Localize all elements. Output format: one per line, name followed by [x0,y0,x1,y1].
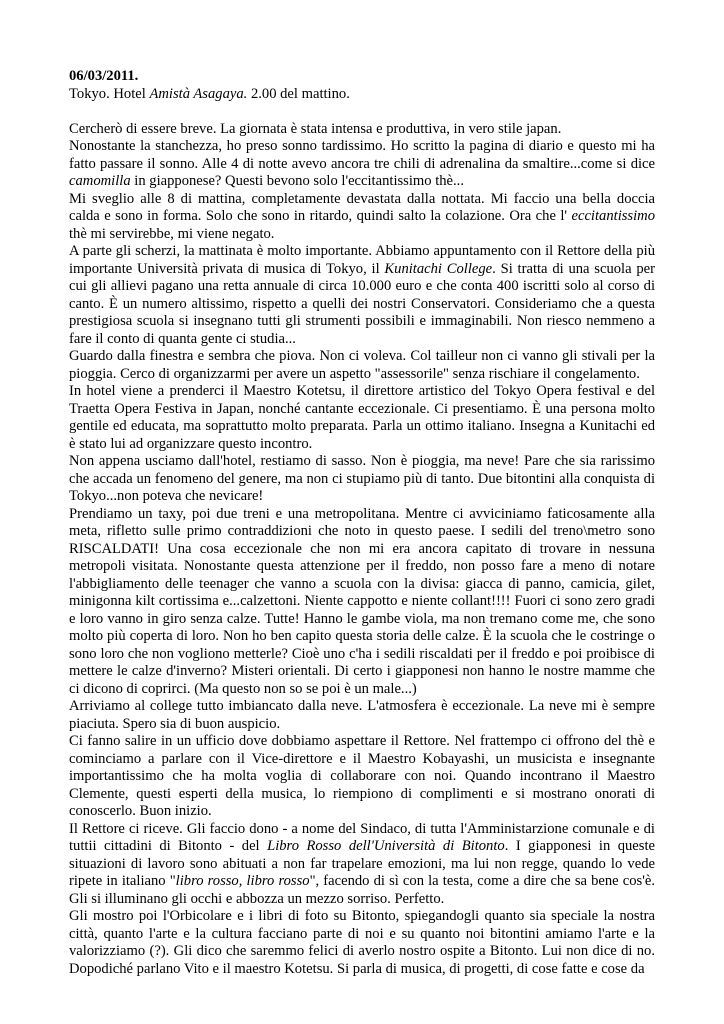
location-prefix: Tokyo. Hotel [69,85,150,102]
paragraph-12: Gli mostro poi l'Orbicolare e i libri di foto su Bitonto, spiegandogli quanto sia speciale la nostra città, quanto l'arte e la cultura facciano parte di noi e su quanto noi bitontini amiamo l'arte e la valorizziamo (?). Gli dico che saremmo felici di averlo nostro ospite a Bitonto. Lui non dice di no. Dopodiché parlano Vito e il maestro Kotetsu. Si parla di musica, di progetti, di cose fatte e cose da [69,908,655,977]
paragraph-5: Guardo dalla finestra e sembra che piova. Non ci voleva. Col tailleur non ci vanno gli stivali per la pioggia. Cerco di organizzarmi per avere un aspetto "assessorile" senza rischiare il congelamento. [69,348,655,382]
paragraph-3-italic: eccitantissimo [571,208,655,224]
entry-location [69,86,655,104]
paragraph-3-text-c: thè mi servirebbe, mi viene negato. [69,225,275,242]
paragraph-2-italic: camomilla [69,173,131,189]
paragraph-4-italic: Kunitachi College [384,260,493,277]
paragraph-3 [69,191,655,244]
paragraph-2-text-a: Nonostante la stanchezza, ho preso sonno tardissimo. Ho scritto la pagina di diario e questo mi ha fatto passare il sonno. Alle 4 di notte avevo ancora tre chili di adrenalina da smaltire...come si dice [69,138,655,172]
paragraph-4-text-a: A parte gli scherzi, la mattinata è molto importante. Abbiamo appuntamento con il Rettore della più importante Università privata di musica di Tokyo, il [69,243,655,277]
paragraph-10: Ci fanno salire in un ufficio dove dobbiamo aspettare il Rettore. Nel frattempo ci offrono del thè e cominciamo a parlare con il Vice-direttore e il Maestro Kobayashi, un musicista e insegnante importantissimo che ha molta voglia di collaborare con noi. Quando incontrano il Maestro Clemente, questi esperti della musica, lo riempiono di complimenti e si mostrano onorati di conoscerlo. Buon inizio. [69,733,655,819]
paragraph-2-text-c: in giapponese? Questi bevono solo l'eccitantissimo thè... [130,173,464,189]
paragraph-11-text-c: . I giapponesi in queste situazioni di lavoro sono abituati a non far trapelare emozioni, ma lui non regge, quando lo vede ripete in italiano " [69,838,655,889]
paragraph-11-text-e: ", facendo di sì con la testa, come a dire che sa bene cos'è. Gli si illuminano gli occhi e abbozza un mezzo sorriso. Perfetto. [69,873,655,907]
location-suffix: 2.00 del mattino. [247,85,350,102]
paragraph-4-text-c: . Si tratta di una scuola per cui gli allievi pagano una retta annuale di circa 10.000 euro e che conta 400 iscritti solo al corso di canto. È un numero altissimo, rispetto a quelli dei nostri Conservatori. Consideriamo che a questa prestigiosa scuola si insegnano tutti gli strumenti possibili e immaginabili. Non riesco nemmeno a fare il conto di quanta gente ci studia... [69,260,656,347]
paragraph-4 [69,243,655,348]
paragraph-11 [69,821,655,909]
paragraph-2 [69,138,655,191]
hotel-name: Amistà Asagaya. [149,85,248,102]
entry-date: 06/03/2011. [69,68,139,84]
paragraph-1: Cercherò di essere breve. La giornata è stata intensa e produttiva, in vero stile japan. [69,120,562,137]
paragraph-7: Non appena usciamo dall'hotel, restiamo di sasso. Non è pioggia, ma neve! Pare che sia rarissimo che accada un fenomeno del genere, ma non ci stupiamo più di tanto. Due bitontini alla conquista di Tokyo...non poteva che nevicare! [69,453,655,504]
paragraph-11-italic-quote: libro rosso, libro rosso [175,873,310,889]
paragraph-3-text-a: Mi sveglio alle 8 di mattina, completamente devastata dalla nottata. Mi faccio una bella doccia calda e sono in forma. Solo che sono in ritardo, quindi salto la colazione. Ora che l' [69,190,655,224]
paragraph-9: Arriviamo al college tutto imbiancato dalla neve. L'atmosfera è eccezionale. La neve mi è sempre piaciuta. Spero sia di buon auspicio. [69,698,655,732]
document-page [69,68,655,978]
blank-line [69,103,655,121]
paragraph-8: Prendiamo un taxy, poi due treni e una metropolitana. Mentre ci avviciniamo faticosamente alla meta, rifletto sulle primo contraddizioni che noto in questo paese. I sedili del treno\metro sono RISCALDATI! Una cosa eccezionale che non mi era ancora capitato di trovare in nessuna metropoli visitata. Nonostante questa attenzione per il freddo, non posso fare a meno di notare l'abbigliamento delle teenager che vanno a scuola con la divisa: giacca di panno, camicia, gilet, minigonna kilt cortissima e...calzettoni. Niente cappotto e niente collant!!!! Fuori ci sono zero gradi e loro vanno in giro senza calze. Tutte! Hanno le gambe viola, ma non tremano come me, che sono molto più coperta di loro. Non ho ben capito questa storia delle calze. È la scuola che le costringe o sono loro che non vogliono metterle? Cioè uno c'ha i sedili riscaldati per il freddo e poi proibisce di mettere le calze d'inverno? Misteri orientali. Di certo i giapponesi non hanno le nostre mamme che ci dicono di coprirci. (Ma questo non so se poi è un male...) [69,505,655,697]
paragraph-11-italic-book: Libro Rosso dell'Università di Bitonto [267,838,505,854]
paragraph-6: In hotel viene a prenderci il Maestro Kotetsu, il direttore artistico del Tokyo Opera festival e del Traetta Opera Festiva in Japan, nonché cantante eccezionale. Ci presentiamo. È una persona molto gentile ed educata, ma soprattutto molto preparata. Parla un ottimo italiano. Insegna a Kunitachi ed è stato lui ad organizzare questo incontro. [69,383,655,452]
paragraph-11-text-a: Il Rettore ci riceve. Gli faccio dono - a nome del Sindaco, di tutta l'Amministarzione comunale e di tuttii cittadini di Bitonto - del [69,820,655,854]
